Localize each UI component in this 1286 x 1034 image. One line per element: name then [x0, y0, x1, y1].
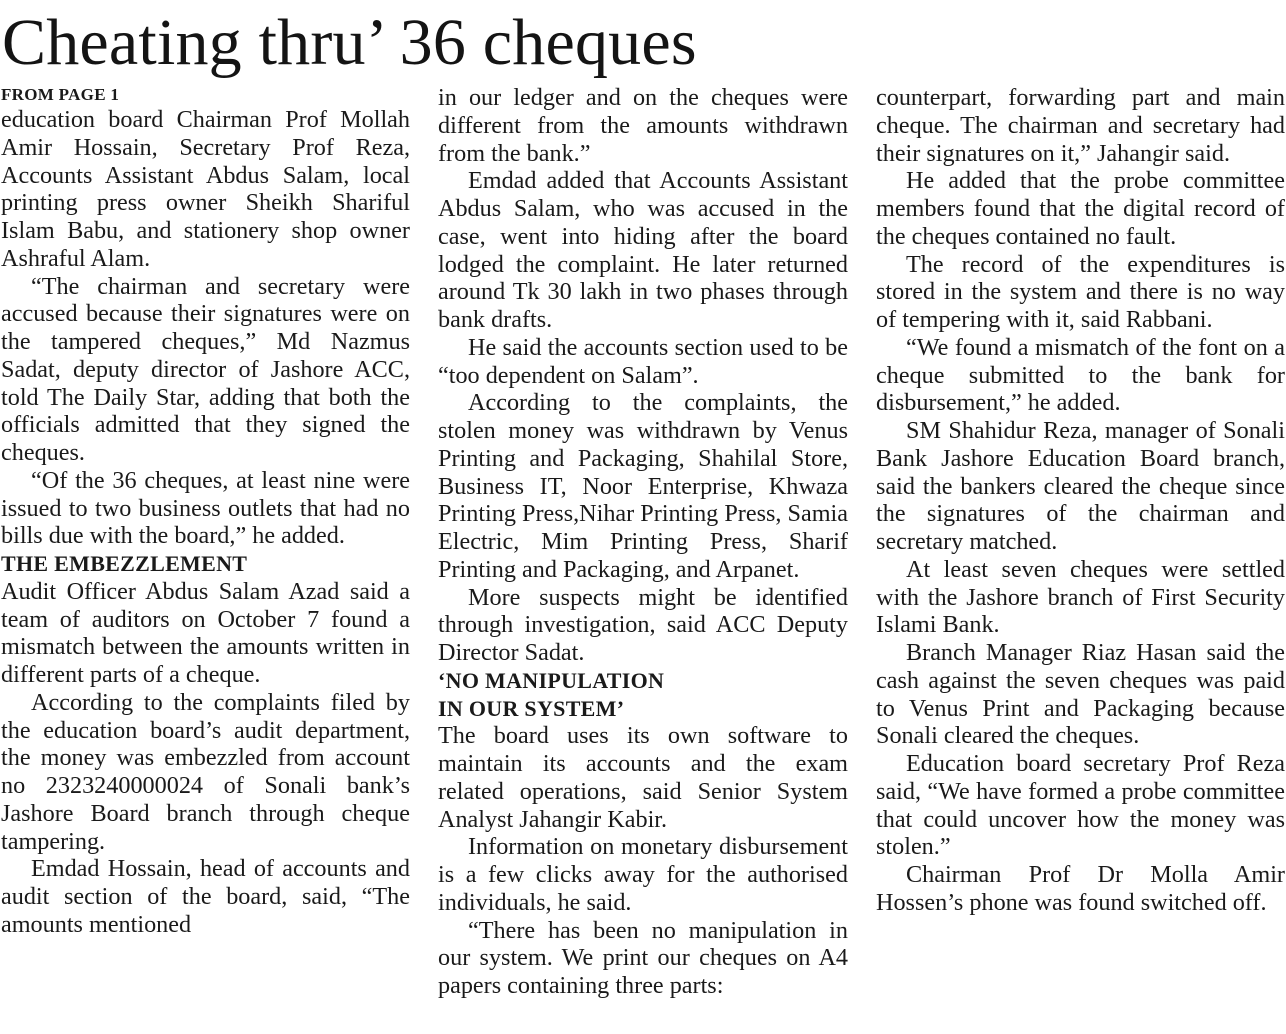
article-column-3	[876, 84, 1285, 917]
subheading-line: ‘NO MANIPULATION	[438, 667, 665, 693]
paragraph: He said the accounts section used to be “too dependent on Salam”.	[438, 333, 848, 389]
subheading-no-manipulation	[438, 667, 848, 723]
paragraph: “There has been no manipulation in our system. We print our cheques on A4 papers containing three parts:	[438, 916, 848, 999]
article-column-1	[1, 84, 410, 939]
paragraph: The record of the expenditures is stored in the system and there is no way of tempering with it, said Rabbani.	[876, 250, 1285, 333]
article-column-2	[438, 84, 848, 1000]
paragraph: The board uses its own software to maintain its accounts and the exam related operations, said Senior System Analyst Jahangir Kabir.	[438, 722, 848, 833]
paragraph: “The chairman and secretary were accused because their signatures were on the tampered cheques,” Md Nazmus Sadat, deputy director of Jashore ACC, told The Daily Star, adding that both the officials admitted that they signed the cheques.	[1, 272, 410, 466]
paragraph: Chairman Prof Dr Molla Amir Hossen’s phone was found switched off.	[876, 861, 1285, 916]
paragraph: Audit Officer Abdus Salam Azad said a team of auditors on October 7 found a mismatch between the amounts written in different parts of a cheque.	[1, 577, 410, 688]
headline: Cheating thru’ 36 cheques	[2, 6, 697, 79]
paragraph: Education board secretary Prof Reza said, “We have formed a probe committee that could uncover how the money was stolen.”	[876, 750, 1285, 861]
paragraph: He added that the probe committee members found that the digital record of the cheques contained no fault.	[876, 167, 1285, 250]
subheading-embezzlement: THE EMBEZZLEMENT	[1, 551, 248, 576]
paragraph: education board Chairman Prof Mollah Amir Hossain, Secretary Prof Reza, Accounts Assistant Abdus Salam, local printing press owner Sheikh Shariful Islam Babu, and stationery shop owner Ashraful Alam.	[1, 106, 410, 272]
paragraph: Emdad Hossain, head of accounts and audit section of the board, said, “The amounts mentioned	[1, 855, 410, 938]
paragraph: More suspects might be identified through investigation, said ACC Deputy Director Sadat.	[438, 583, 848, 666]
paragraph: Emdad added that Accounts Assistant Abdus Salam, who was accused in the case, went into hiding after the board lodged the complaint. He later returned around Tk 30 lakh in two phases through bank drafts.	[438, 167, 848, 333]
paragraph: According to the complaints filed by the education board’s audit department, the money was embezzled from account no 2323240000024 of Sonali bank’s Jashore Board branch through cheque tampering.	[1, 688, 410, 855]
paragraph: At least seven cheques were settled with the Jashore branch of First Security Islami Bank.	[876, 555, 1285, 639]
paragraph: Branch Manager Riaz Hasan said the cash against the seven cheques was paid to Venus Print and Packaging because Sonali cleared the cheques.	[876, 639, 1285, 750]
paragraph: in our ledger and on the cheques were different from the amounts withdrawn from the bank.”	[438, 84, 848, 167]
paragraph: counterpart, forwarding part and main cheque. The chairman and secretary had their signatures on it,” Jahangir said.	[876, 84, 1285, 167]
continuation-kicker: FROM PAGE 1	[1, 85, 120, 104]
paragraph: According to the complaints, the stolen money was withdrawn by Venus Printing and Packaging, Shahilal Store, Business IT, Noor Enterprise, Khwaza Printing Press,Nihar Printing Press, Samia Electric, Mim Printing Press, Sharif Printing and Packaging, and Arpanet.	[438, 389, 848, 583]
paragraph: “Of the 36 cheques, at least nine were issued to two business outlets that had no bills due with the board,” he added.	[1, 466, 410, 550]
subheading-line: IN OUR SYSTEM’	[438, 695, 625, 721]
paragraph: SM Shahidur Reza, manager of Sonali Bank Jashore Education Board branch, said the bankers cleared the cheque since the signatures of the chairman and secretary matched.	[876, 417, 1285, 555]
paragraph: Information on monetary disbursement is a few clicks away for the authorised individuals, he said.	[438, 833, 848, 916]
paragraph: “We found a mismatch of the font on a cheque submitted to the bank for disbursement,” he added.	[876, 333, 1285, 417]
